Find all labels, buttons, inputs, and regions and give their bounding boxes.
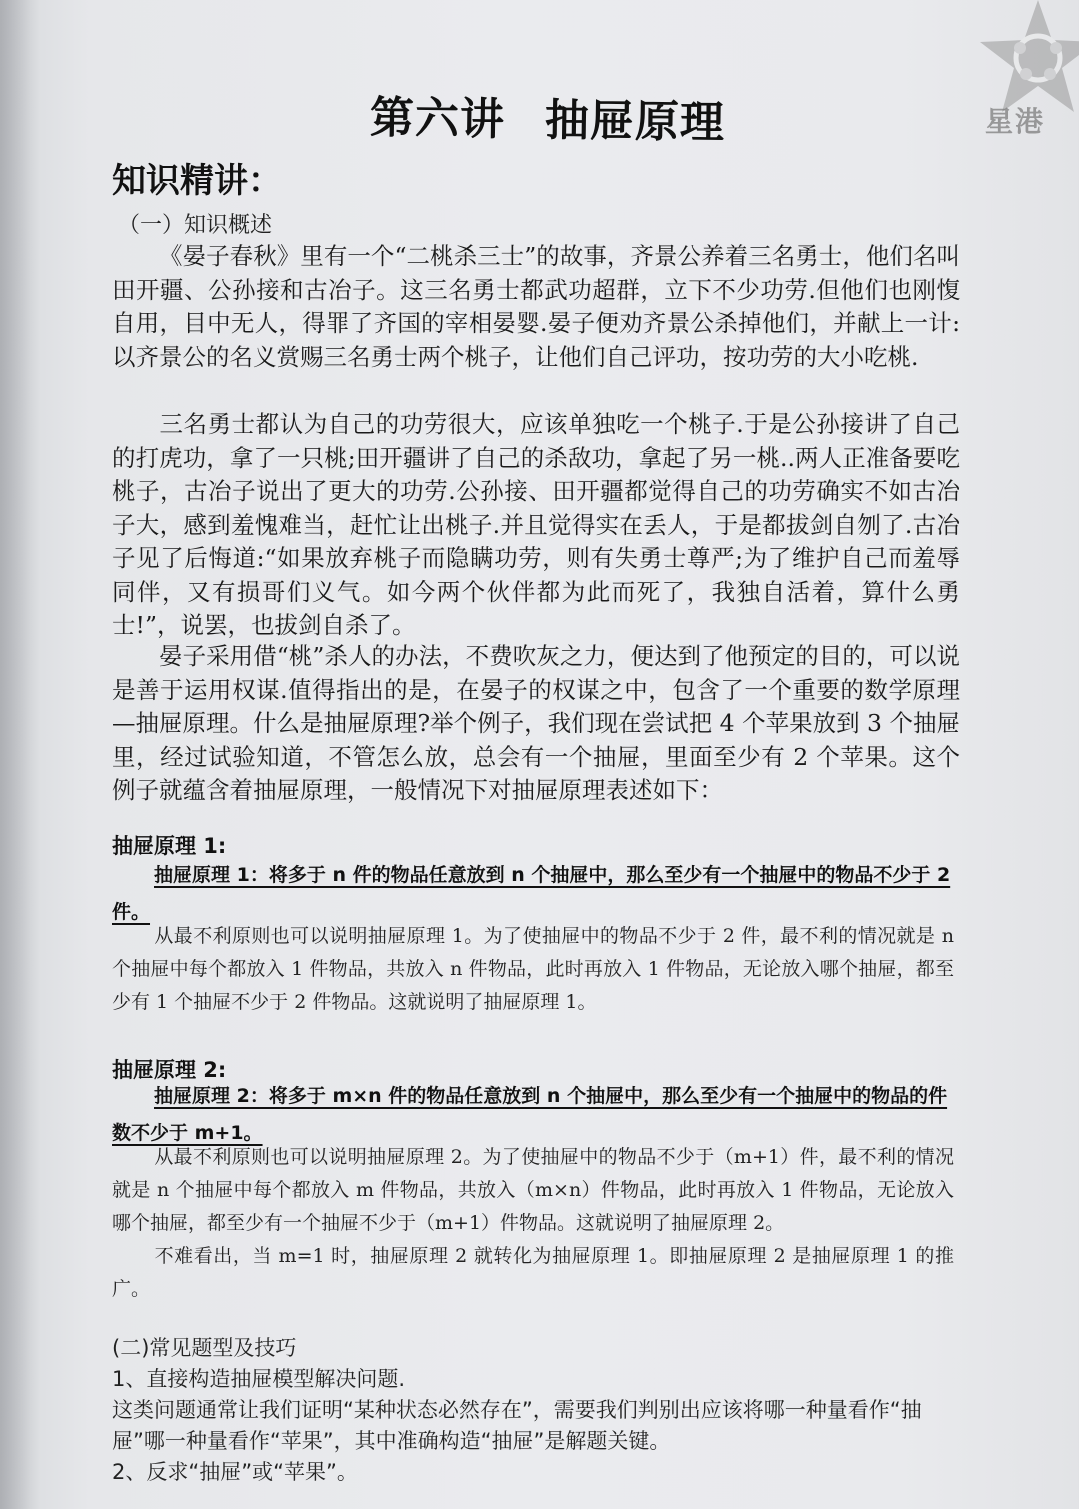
- principle1-heading: 抽屉原理 1:: [112, 834, 227, 858]
- technique-item-1-desc: 这类问题通常让我们证明“某种状态必然存在”，需要我们判别出应该将哪一种量看作“抽屉”哪一种量看作“苹果”，其中准确构造“抽屉”是解题关键。: [112, 1398, 922, 1453]
- technique-item-1: 1、直接构造抽屉模型解决问题.: [112, 1367, 406, 1391]
- story-paragraph-3: 晏子采用借“桃”杀人的办法，不费吹灰之力，便达到了他预定的目的，可以说是善于运用权谋.值得指出的是，在晏子的权谋之中，包含了一个重要的数学原理—抽屉原理。什么是抽屉原理?举个例子，我们现在尝试把 4 个苹果放到 3 个抽屉里，经过试验知道，不管怎么放，总会有一个抽屉，里面至少有 2 个苹果。这个例子就蕴含着抽屉原理，一般情况下对抽屉原理表述如下：: [112, 642, 960, 804]
- principle2-heading: 抽屉原理 2:: [112, 1058, 227, 1082]
- principle2-statement: 抽屉原理 2：将多于 m×n 件的物品任意放到 n 个抽屉中，那么至少有一个抽屉中的物品的件数不少于 m+1。: [112, 1085, 948, 1144]
- story-paragraph-1: 《晏子春秋》里有一个“二桃杀三士”的故事，齐景公养着三名勇士，他们名叫田开疆、公孙接和古冶子。这三名勇士都武功超群，立下不少功劳.但他们也刚愎自用，目中无人，得罪了齐国的宰相晏婴.晏子便劝齐景公杀掉他们，并献上一计:以齐景公的名义赏赐三名勇士两个桃子，让他们自己评功，按功劳的大小吃桃.: [112, 242, 960, 371]
- lecture-topic: 抽屉原理: [544, 94, 726, 149]
- principle2-note: 不难看出，当 m=1 时，抽屉原理 2 就转化为抽屉原理 1。即抽屉原理 2 是抽屉原理 1 的推广。: [112, 1245, 954, 1300]
- story-paragraph-2: 三名勇士都认为自己的功劳很大，应该单独吃一个桃子.于是公孙接讲了自己的打虎功，拿了一只桃;田开疆讲了自己的杀敌功，拿起了另一桃..两人正准备要吃桃子，古冶子说出了更大的功劳.公孙接、田开疆都觉得自己的功劳确实不如古冶子大，感到羞愧难当，赶忙让出桃子.并且觉得实在丢人，于是都拔剑自刎了.古冶子见了后悔道:“如果放弃桃子而隐瞒功劳，则有失勇士尊严;为了维护自己而羞辱同伴，又有损哥们义气。如今两个伙伴都为此而死了，我独自活着，算什么勇士!”，说罢，也拔剑自杀了。: [112, 410, 960, 639]
- subsection-heading-2: (二)常见题型及技巧: [112, 1336, 297, 1360]
- page-shadow: [0, 0, 40, 1509]
- section-heading: 知识精讲：: [112, 161, 282, 201]
- logo-text: 星港: [985, 105, 1046, 138]
- subsection-heading-1: （一）知识概述: [118, 213, 273, 238]
- technique-item-2: 2、反求“抽屉”或“苹果”。: [112, 1460, 358, 1484]
- page-title: [370, 82, 726, 151]
- principle2-explanation: 从最不利原则也可以说明抽屉原理 2。为了使抽屉中的物品不少于（m+1）件，最不利的情况就是 n 个抽屉中每个都放入 m 件物品，共放入（m×n）件物品，此时再放入 1 件物品，无论放入哪个抽屉，都至少有一个抽屉不少于（m+1）件物品。这就说明了抽屉原理 2。: [112, 1146, 954, 1234]
- principle1-statement: 抽屉原理 1：将多于 n 件的物品任意放到 n 个抽屉中，那么至少有一个抽屉中的物品不少于 2 件。: [112, 864, 951, 923]
- principle1-explanation: 从最不利原则也可以说明抽屉原理 1。为了使抽屉中的物品不少于 2 件，最不利的情况就是 n 个抽屉中每个都放入 1 件物品，共放入 n 件物品，此时再放入 1 件物品，无论放入哪个抽屉，都至少有 1 个抽屉不少于 2 件物品。这就说明了抽屉原理 1。: [112, 925, 954, 1013]
- lecture-number: 第六讲: [369, 92, 506, 146]
